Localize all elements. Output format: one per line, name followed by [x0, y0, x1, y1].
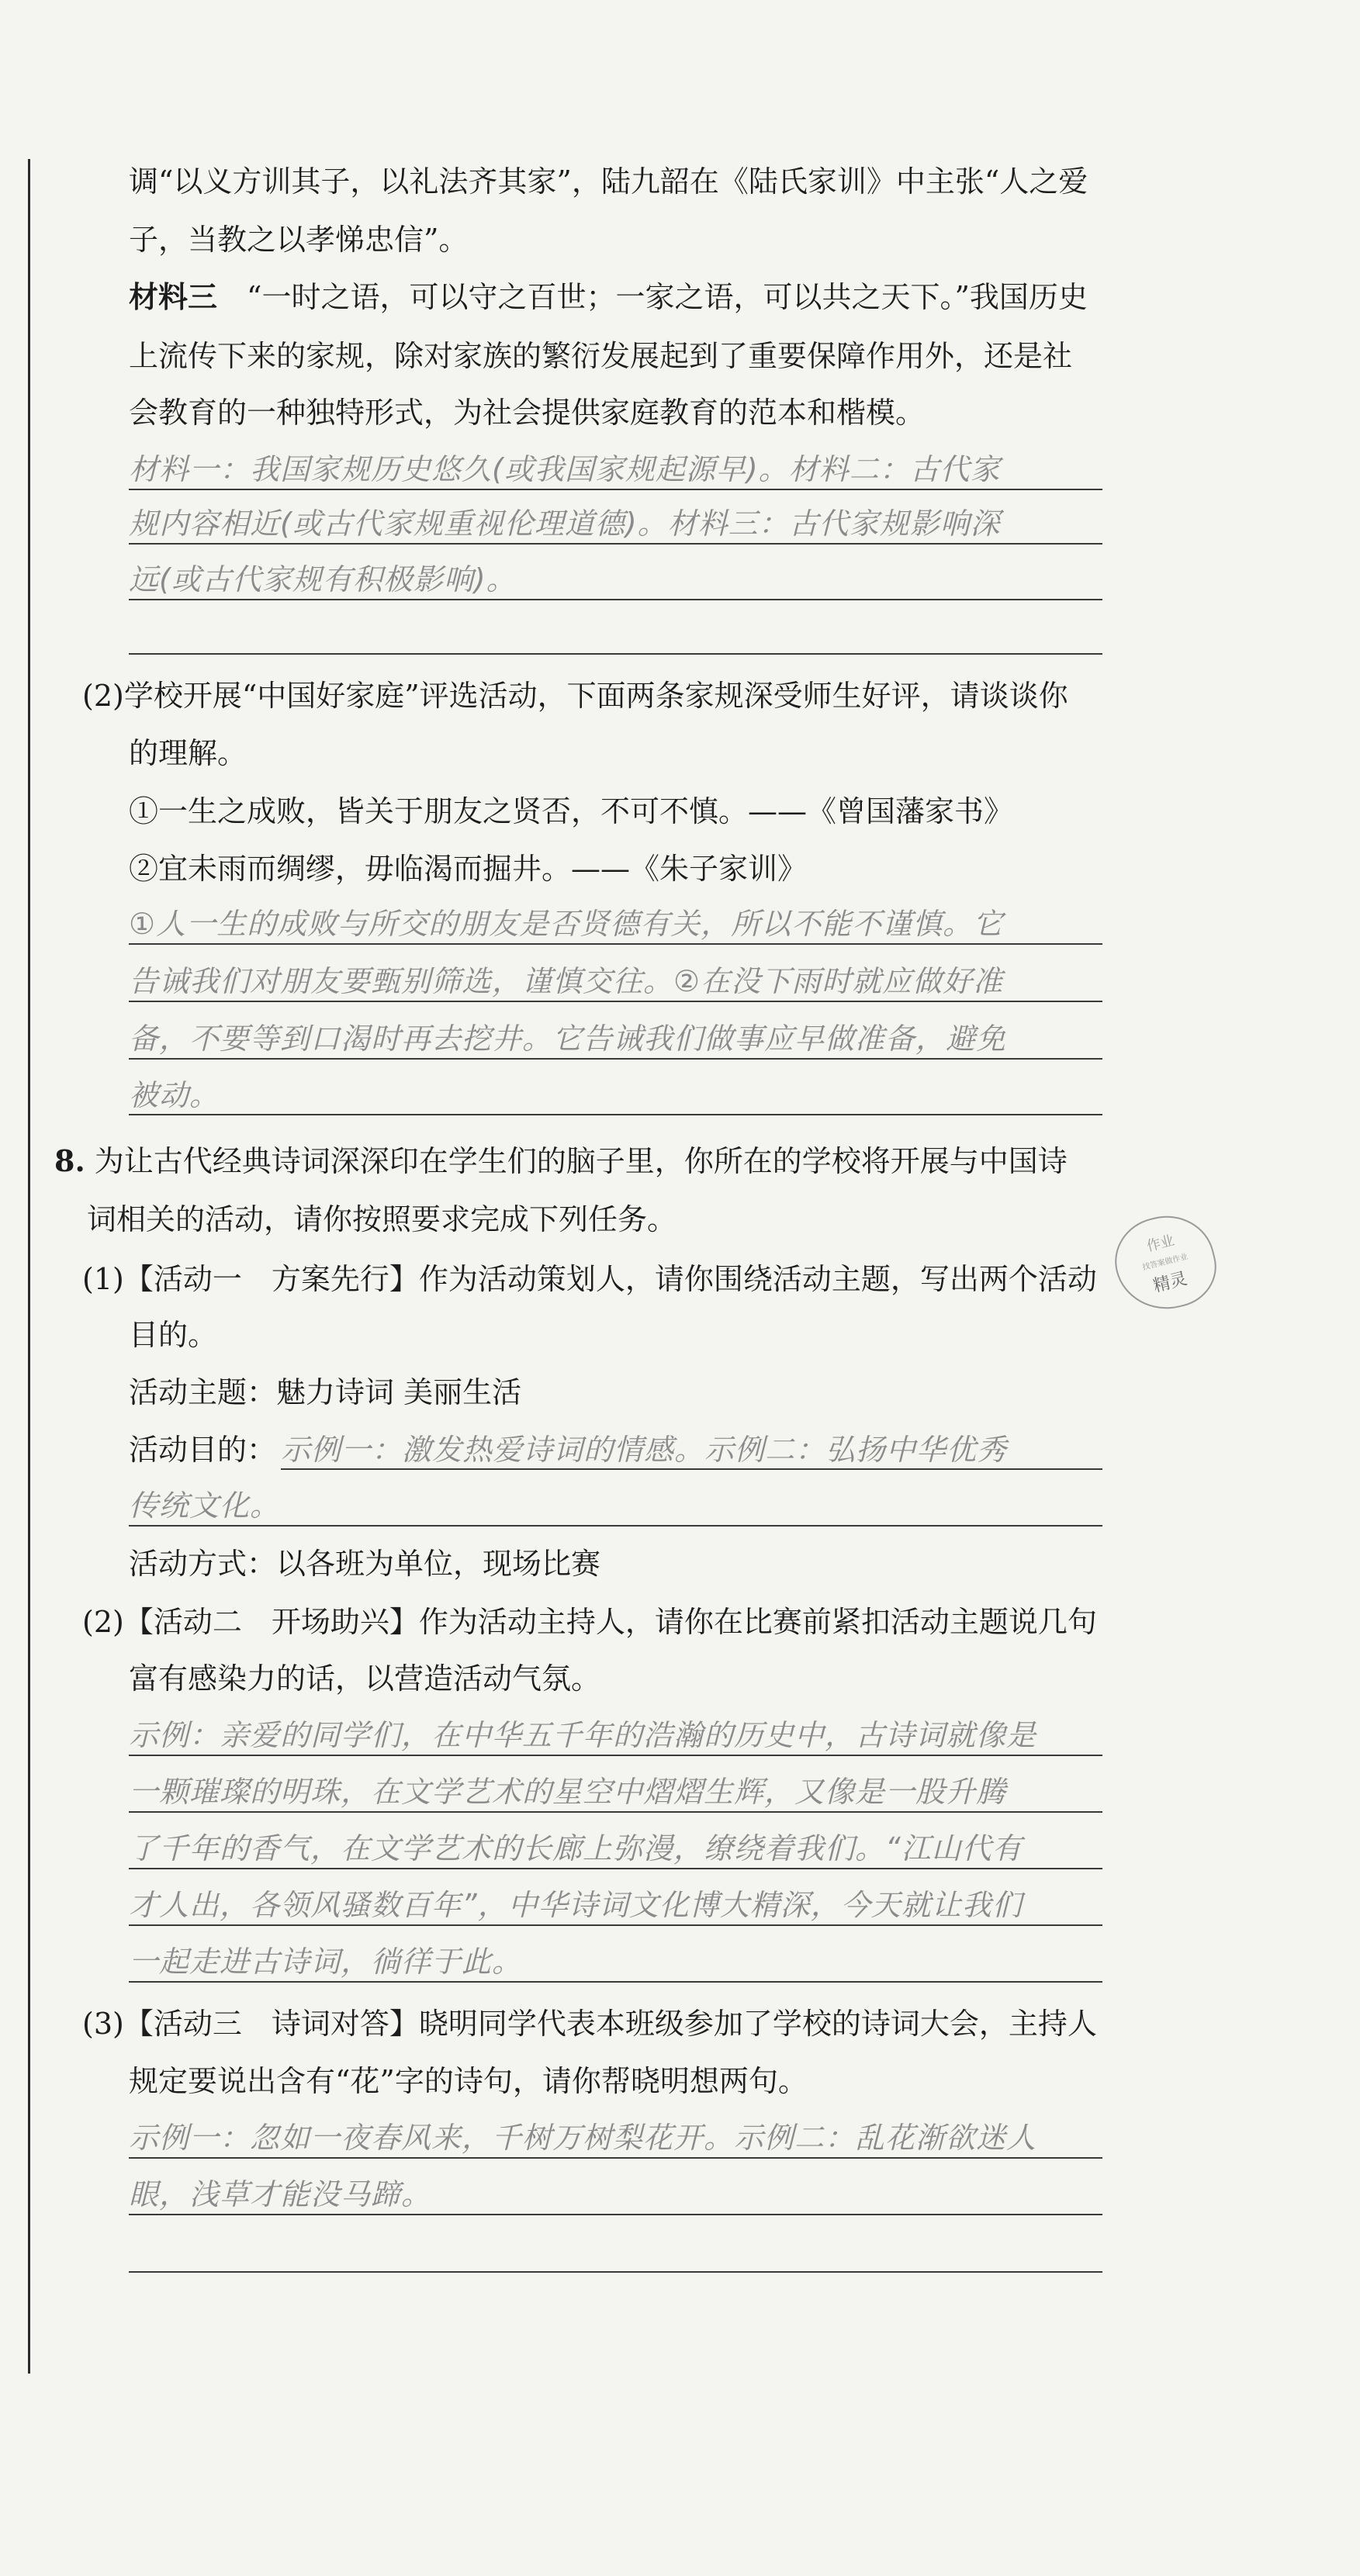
answer-rule: [129, 943, 1102, 945]
activity-2-line-2: 富有感染力的话，以营造活动气氛。: [129, 1661, 601, 1696]
activity-1-line-1: (1)【活动一 方案先行】作为活动策划人，请你围绕活动主题，写出两个活动: [82, 1262, 1097, 1296]
material-2-line-1: 调“以义方训其子，以礼法齐其家”，陆九韶在《陆氏家训》中主张“人之爱: [129, 164, 1088, 199]
homework-app-stamp: [1106, 1205, 1224, 1319]
question-2-line-1: (2)学校开展“中国好家庭”评选活动，下面两条家规深受师生好评，请谈谈你: [82, 679, 1068, 713]
activity-purpose-label: 活动目的：: [129, 1433, 277, 1467]
activity-method: 活动方式：以各班为单位，现场比赛: [129, 1547, 601, 1581]
activity-theme: 活动主题：魅力诗词 美丽生活: [129, 1375, 522, 1409]
answer-rule: [129, 1755, 1102, 1756]
material-3-line-1: [129, 279, 1088, 314]
question-8-line-1: [54, 1143, 1068, 1178]
question-8-text: 为让古代经典诗词深深印在学生们的脑子里，你所在的学校将开展与中国诗: [94, 1144, 1068, 1178]
question-8-line-2: 词相关的活动，请你按照要求完成下列任务。: [87, 1202, 677, 1236]
answer-1-line-3: 远(或古代家规有积极影响)。: [129, 562, 517, 596]
question-8-number: 8.: [54, 1143, 85, 1178]
stamp-bottom-text: 精灵: [1151, 1269, 1189, 1297]
stamp-top-text: 作业: [1144, 1232, 1176, 1255]
answer-2-line-4: 被动。: [129, 1078, 220, 1112]
answer-2-line-2: 告诫我们对朋友要甄别筛选，谨慎交往。②在没下雨时就应做好准: [129, 964, 1004, 998]
activity-2-answer-3: 了千年的香气，在文学艺术的长廊上弥漫，缭绕着我们。“江山代有: [129, 1831, 1023, 1865]
material-2-line-2: 子，当教之以孝悌忠信”。: [129, 223, 469, 257]
material-3-label: 材料三: [129, 279, 218, 314]
answer-2-line-3: 备，不要等到口渴时再去挖井。它告诫我们做事应早做准备，避免: [129, 1022, 1007, 1056]
answer-rule: [129, 1868, 1102, 1869]
answer-rule: [129, 1981, 1102, 1983]
answer-rule: [281, 1468, 1102, 1470]
material-3-line-2: 上流传下来的家规，除对家族的繁衍发展起到了重要保障作用外，还是社: [129, 339, 1073, 373]
activity-3-answer-1: 示例一：忽如一夜春风来，千树万树梨花开。示例二：乱花渐欲迷人: [129, 2121, 1037, 2155]
answer-rule: [129, 2271, 1102, 2273]
stamp-middle-text: 找答案做作业: [1141, 1252, 1189, 1273]
activity-2-answer-4: 才人出，各领风骚数百年”，中华诗词文化博大精深，今天就让我们: [129, 1888, 1023, 1922]
answer-rule: [129, 1924, 1102, 1926]
answer-rule: [129, 2157, 1102, 2159]
activity-purpose-answer-2: 传统文化。: [129, 1489, 281, 1523]
activity-3-line-1: (3)【活动三 诗词对答】晓明同学代表本班级参加了学校的诗词大会，主持人: [82, 2007, 1097, 2041]
answer-rule: [129, 2214, 1102, 2215]
question-2-line-2: 的理解。: [129, 736, 247, 770]
answer-rule: [129, 1525, 1102, 1527]
family-rule-1: ①一生之成败，皆关于朋友之贤否，不可不慎。——《曾国藩家书》: [129, 794, 1014, 828]
answer-rule: [129, 489, 1102, 490]
material-3-line-3: 会教育的一种独特形式，为社会提供家庭教育的范本和楷模。: [129, 396, 926, 430]
activity-2-answer-1: 示例：亲爱的同学们，在中华五千年的浩瀚的历史中，古诗词就像是: [129, 1718, 1037, 1752]
family-rule-2: ②宜未雨而绸缪，毋临渴而掘井。——《朱子家训》: [129, 852, 808, 886]
answer-rule: [129, 653, 1102, 655]
answer-2-line-1: ①人一生的成败与所交的朋友是否贤德有关，所以不能不谨慎。它: [129, 907, 1004, 941]
answer-rule: [129, 599, 1102, 600]
activity-purpose-answer-1: 示例一：激发热爱诗词的情感。示例二：弘扬中华优秀: [281, 1433, 1008, 1467]
activity-2-answer-5: 一起走进古诗词，徜徉于此。: [129, 1945, 523, 1979]
activity-3-answer-2: 眼，浅草才能没马蹄。: [129, 2177, 432, 2211]
activity-1-line-2: 目的。: [129, 1318, 218, 1352]
activity-3-line-2: 规定要说出含有“花”字的诗句，请你帮晓明想两句。: [129, 2064, 808, 2098]
activity-2-answer-2: 一颗璀璨的明珠，在文学艺术的星空中熠熠生辉，又像是一股升腾: [129, 1775, 1007, 1809]
material-3-text: “一时之语，可以守之百世；一家之语，可以共之天下。”我国历史: [247, 280, 1088, 314]
answer-rule: [129, 543, 1102, 545]
answer-rule: [129, 1114, 1102, 1115]
answer-rule: [129, 1001, 1102, 1002]
answer-rule: [129, 1811, 1102, 1813]
answer-1-line-1: 材料一：我国家规历史悠久(或我国家规起源早)。材料二：古代家: [129, 452, 1001, 486]
activity-2-line-1: (2)【活动二 开场助兴】作为活动主持人，请你在比赛前紧扣活动主题说几句: [82, 1605, 1097, 1639]
answer-rule: [129, 1058, 1102, 1060]
answer-1-line-2: 规内容相近(或古代家规重视伦理道德)。材料三：古代家规影响深: [129, 507, 1001, 541]
